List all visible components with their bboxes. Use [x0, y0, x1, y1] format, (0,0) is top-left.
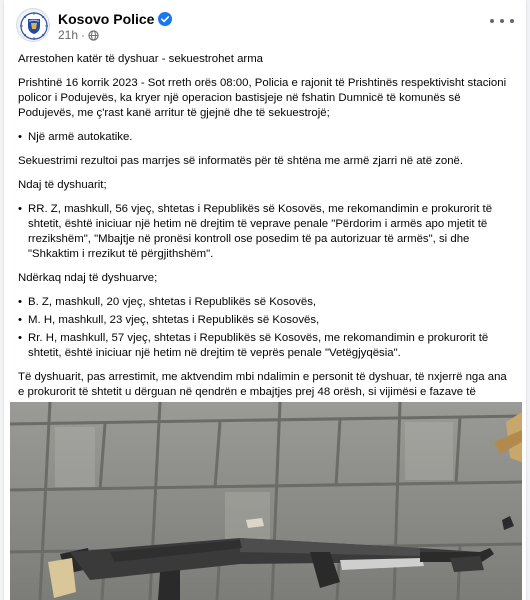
- list-item: • Një armë autokatike.: [18, 130, 516, 145]
- list-item: • M. H, mashkull, 23 vjeç, shtetas i Republikës së Kosovës,: [18, 313, 516, 328]
- post-time[interactable]: 21h: [58, 28, 79, 42]
- page-avatar[interactable]: [16, 8, 50, 42]
- post-paragraph: Ndërkaq ndaj të dyshuarve;: [18, 272, 158, 284]
- list-item: • RR. Z, mashkull, 56 vjeç, shtetas i Republikës së Kosovës, me rekomandimin e prokurorit të shtetit, është iniciuar një hetim në drejtim të veprave penale "Përdorim i armës apo mjetit të rrezikshëm", "Mbajtje në pronësi kontroll ose posedim të pa autorizuar të armës", si dhe "Shkaktim i rrezikut të përgjithshëm".: [18, 202, 516, 262]
- kosovo-police-emblem-icon: [17, 9, 51, 43]
- verified-badge-icon: [158, 12, 172, 26]
- more-options-icon[interactable]: [490, 14, 514, 28]
- post-paragraph: Të dyshuarit, pas arrestimit, me aktvendim mbi ndalimin e personit të dyshuar, të nxjerrë nga ana e prokurorit të shtetit u dërguan në qendrën e mbajtjes prej 48 orësh, si vijimësi e fazave të: [18, 371, 507, 398]
- meta-separator: ·: [81, 28, 86, 42]
- page-name-row: [58, 10, 172, 28]
- post-photo[interactable]: [10, 402, 522, 600]
- more-dot: [490, 19, 494, 23]
- facebook-post: [4, 0, 526, 600]
- seized-rifle-photo: [10, 402, 522, 600]
- post-title: Arrestohen katër të dyshuar - sekuestrohet arma: [18, 53, 264, 65]
- more-dot: [510, 19, 514, 23]
- post-paragraph: Prishtinë 16 korrik 2023 - Sot rreth orës 08:00, Policia e rajonit të Prishtinës respektivisht stacioni policor i Podujevës, ka kryer një operacion bastisjeje në fshatin Dumnicë të komunës së Podujevës, me ç'rast kanë arritur të gjejnë dhe të sekuestrojë;: [18, 77, 507, 119]
- post-paragraph: Sekuestrimi rezultoi pas marrjes së informatës për të shtëna me armë zjarri në atë zonë.: [18, 155, 464, 167]
- post-header: [4, 0, 526, 46]
- list-item: • B. Z, mashkull, 20 vjeç, shtetas i Republikës së Kosovës,: [18, 295, 516, 310]
- post-meta: [58, 28, 99, 42]
- suspects-list: [18, 295, 516, 361]
- page-name[interactable]: Kosovo Police: [58, 11, 155, 27]
- globe-icon: [88, 30, 99, 41]
- post-text: [18, 52, 516, 424]
- more-dot: [500, 19, 504, 23]
- post-paragraph: Ndaj të dyshuarit;: [18, 179, 107, 191]
- list-item: • Rr. H, mashkull, 57 vjeç, shtetas i Republikës së Kosovës, me rekomandimin e prokurorit të shtetit, është iniciuar një hetim në drejtim të veprës penale "Vetëgjyqësia".: [18, 331, 516, 361]
